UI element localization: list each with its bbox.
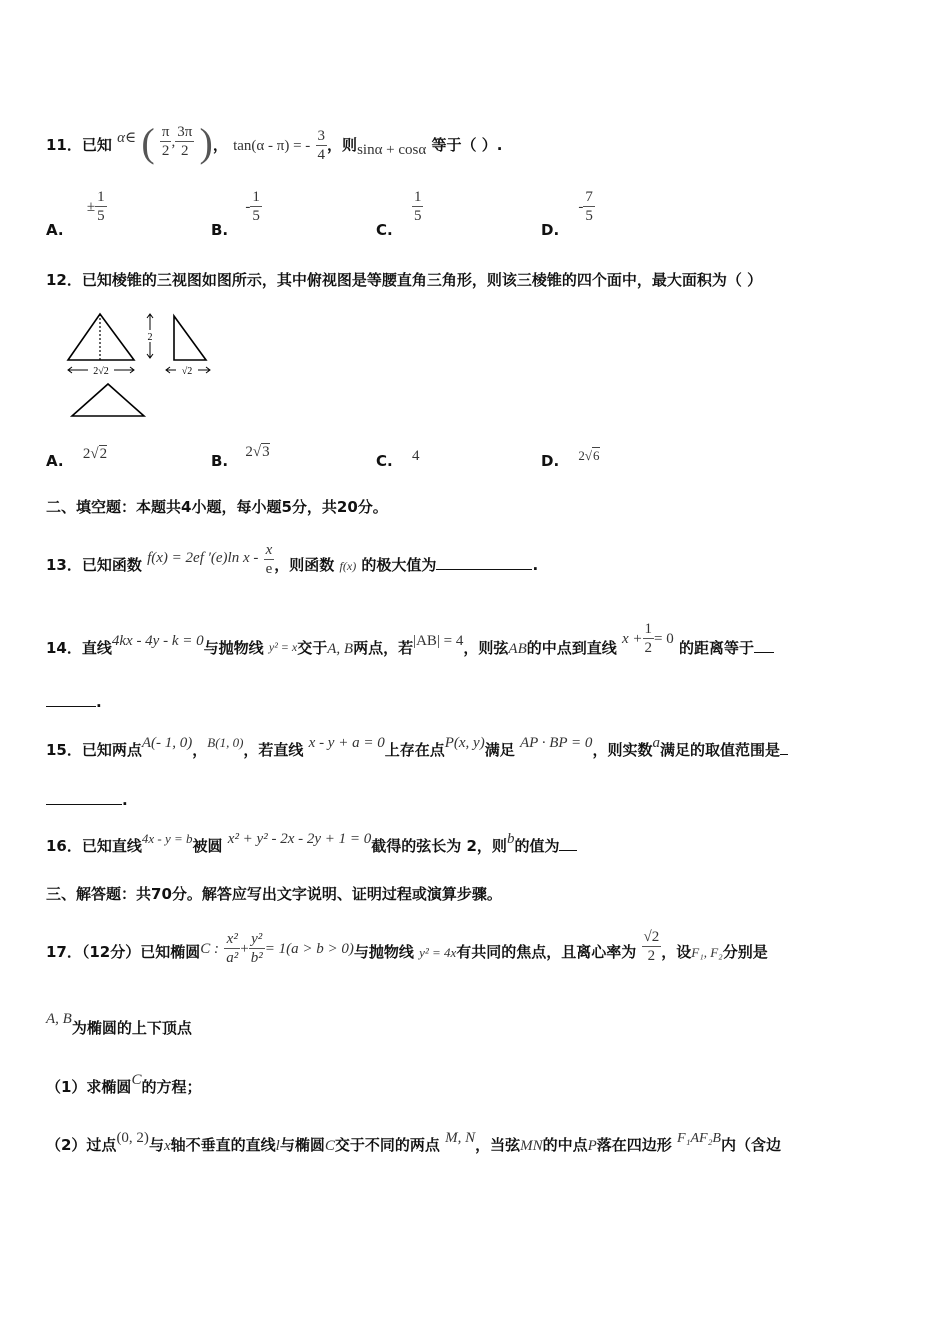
q13-frac: $\frac{x}{e}$: [265, 542, 273, 577]
q15-answer-line[interactable]: .: [46, 790, 128, 810]
q12-option-b[interactable]: B. 2√3: [211, 444, 270, 470]
q13-stem: 13．已知函数 f(x) = 2ef ′(e)ln x - $\frac{x}{e}$ ，则函数 f(x) 的极大值为 .: [46, 542, 539, 577]
q14-answer-blank[interactable]: [46, 692, 96, 707]
q12-stem: [46, 270, 762, 290]
q12-option-d[interactable]: D. 2√6: [541, 448, 600, 470]
q15-answer-blank[interactable]: [46, 790, 122, 805]
front-width-label: 2√2: [93, 366, 109, 377]
q11-frac-3pi2: $\frac{3\pi}{2}$: [177, 124, 193, 159]
q17-stem: 17．（12分）已知椭圆C : $\frac{\text{x²}}{\text{a²}}$ + $\frac{\text{y²}}{\text{b²}}$ = 1(a > b > 0)与抛物线 y² = 4x有共同的焦点，且离心率为 $\frac{√2}{2}$ ，设F₁, F₂分别是: [46, 929, 768, 966]
front-view-triangle: [68, 314, 134, 360]
q17-line-2: A, B为椭圆的上下顶点: [46, 1011, 192, 1037]
q11-frac-pi2: $\frac{\pi}{2}$: [161, 124, 170, 159]
q11-number: 11．已知: [46, 136, 112, 154]
q12-option-a[interactable]: A. 2√2: [46, 446, 108, 470]
q14-stem: 14．直线4kx - 4y - k = 0与抛物线 y² = x交于A, B两点，若|AB| = 4，则弦AB的中点到直线 x + $\frac{1}{2}$ = 0 的距离等于: [46, 630, 774, 667]
q12-text: 12．已知棱锥的三视图如图所示，其中俯视图是等腰直角三角形，则该三棱锥的四个面中，最大面积为（ ）: [46, 271, 763, 289]
q11-alpha-in: α∈: [117, 130, 137, 146]
q13-answer-blank[interactable]: [436, 555, 532, 570]
q11-stem: 11．已知 α∈ ( $\frac{\pi}{2}$ , $\frac{3\pi}{2}$ )， tan(α - π) = - $\frac{3}{4}$ ，则sinα + cosα 等于（ ）.: [46, 120, 503, 165]
q14-answer-line[interactable]: .: [46, 692, 102, 712]
section-3-heading: 三、解答题：共70分。解答应写出文字说明、证明过程或演算步骤。: [46, 885, 502, 903]
q11-tail: 等于（ ）.: [431, 136, 503, 154]
height-label: 2: [147, 332, 153, 343]
q13-expr: f(x) = 2ef ′(e)ln x -: [147, 550, 259, 566]
q16-answer-blank[interactable]: [559, 836, 577, 851]
q17-part-1: （1）求椭圆C的方程；: [46, 1072, 202, 1096]
top-view-triangle: [72, 384, 144, 416]
q15-stem: 15．已知两点A(- 1, 0)，B(1, 0)，若直线 x - y + a = 0上存在点P(x, y)满足 AP · BP = 0，则实数a满足的取值范围是: [46, 740, 788, 761]
q17-part-2: （2）过点(0, 2)与x轴不垂直的直线l与椭圆C交于不同的两点 M, N，当弦MN的中点P落在四边形 F₁AF₂B内（含边: [46, 1130, 782, 1154]
q11-option-a[interactable]: A. ± $\frac{1}{5}$: [46, 189, 105, 239]
q11-sum-expr: sinα + cosα: [357, 142, 427, 158]
section-2-heading: 二、填空题：本题共4小题，每小题5分，共20分。: [46, 498, 388, 516]
q11-option-d[interactable]: D. - $\frac{7}{5}$: [541, 189, 593, 239]
q11-option-c[interactable]: C. $\frac{1}{5}$: [376, 189, 422, 239]
q12-option-c[interactable]: C. 4: [376, 448, 420, 470]
q16-stem: 16．已知直线4x - y = b被圆 x² + y² - 2x - 2y + 1 = 0截得的弦长为 2，则b的值为: [46, 836, 577, 857]
q14-line-expr: 4kx - 4y - k = 0: [111, 633, 204, 649]
q11-tan-expr: tan(α - π) = -: [233, 138, 311, 154]
side-view-triangle: [174, 316, 206, 360]
q11-option-b[interactable]: B. - $\frac{1}{5}$: [211, 189, 260, 239]
side-width-label: √2: [181, 366, 193, 377]
q12-three-view-figure: [58, 308, 218, 423]
q11-frac-34: $\frac{3}{4}$: [317, 128, 326, 163]
